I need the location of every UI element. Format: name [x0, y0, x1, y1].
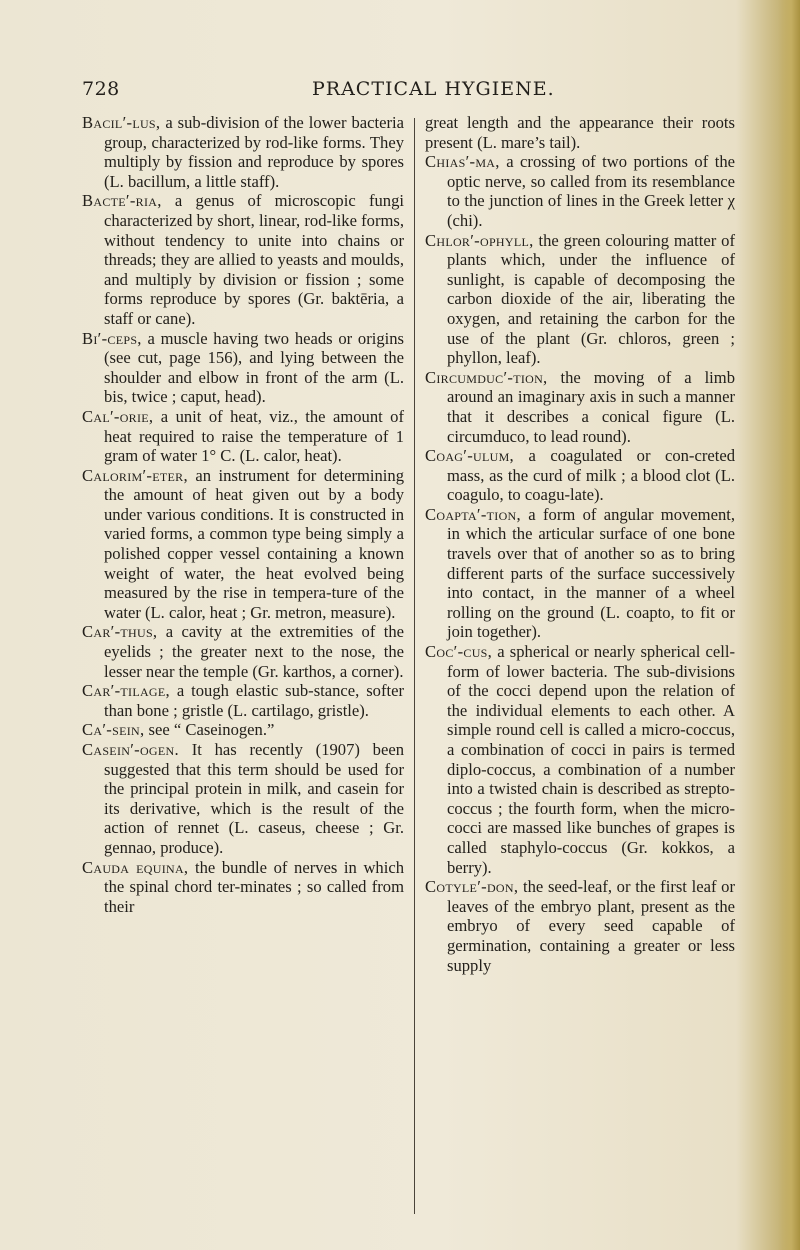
- glossary-entry: [82, 329, 404, 407]
- entry-term: Cal′-orie,: [82, 406, 154, 426]
- glossary-entry: [82, 113, 404, 191]
- entry-definition: a cavity at the extremities of the eyelids ; the greater next to the nose, the lesser near the temple (Gr. karthos, a corner).: [104, 622, 404, 681]
- glossary-entry-continued: [425, 113, 735, 152]
- entry-definition: a coagulated or con-creted mass, as the curd of milk ; a blood clot (L. coagulo, to coagu-late).: [447, 446, 735, 505]
- entry-definition: the seed-leaf, or the first leaf or leaves of the embryo plant, present as the embryo of every seed capable of germination, containing a greater or less supply: [447, 877, 735, 975]
- entry-definition: a spherical or nearly spherical cell-form of lower bacteria. The sub-divisions of the cocci depend upon the relation of the individual elements to each other. A simple round cell is called a micro-coccus, a combination of cocci in pairs is termed diplo-coccus, a combination of a number into a twisted chain is described as strepto-coccus ; the fourth form, when the micro-cocci are massed like bunches of grapes is called staphylo-coccus (Gr. kokkos, a berry).: [447, 642, 735, 877]
- glossary-entry: [425, 877, 735, 975]
- glossary-entry: [425, 446, 735, 505]
- entry-definition: great length and the appearance their roots present (L. mare’s tail).: [425, 113, 735, 152]
- glossary-entry: [82, 622, 404, 681]
- entry-term: Coag′-ulum,: [425, 446, 515, 466]
- entry-term: Circumduc′-tion,: [425, 367, 548, 387]
- entry-term: Bi′-ceps,: [82, 328, 142, 348]
- entry-term: Ca′-sein,: [82, 720, 145, 740]
- glossary-entry: [82, 407, 404, 466]
- entry-definition: a form of angular movement, in which the articular surface of one bone travels over that of another so as to bring different parts of the surface successively into contact, in the manner of a wheel rolling on the ground (L. coapto, to fit or join together).: [447, 504, 735, 642]
- entry-definition: a genus of microscopic fungi characterized by short, linear, rod-like forms, without tendency to unite into chains or threads; they are allied to yeasts and moulds, and multiply by division or fission ; some forms reproduce by spores (Gr. baktēria, a staff or cane).: [104, 191, 404, 328]
- page-number: 728: [82, 78, 120, 100]
- glossary-column-right: [425, 113, 735, 975]
- glossary-entry: [425, 505, 735, 642]
- glossary-entry: [425, 368, 735, 446]
- entry-definition: a muscle having two heads or origins (see cut, page 156), and lying between the shoulder and elbow in front of the arm (L. bis, twice ; caput, head).: [104, 328, 404, 407]
- entry-term: Bacil′-lus,: [82, 113, 161, 132]
- glossary-column-left: [82, 113, 404, 916]
- glossary-entry: [82, 720, 404, 740]
- entry-definition: It has recently (1907) been suggested that this term should be used for the principal protein in milk, and casein for its derivative, which is the result of the action of rennet (L. caseus, cheese ; Gr. gennao, produce).: [104, 740, 404, 857]
- entry-term: Bacte′-ria,: [82, 191, 162, 211]
- entry-definition: see “ Caseinogen.”: [144, 720, 275, 740]
- entry-term: Calorim′-eter,: [82, 465, 188, 485]
- glossary-entry: [425, 231, 735, 368]
- entry-term: Car′-tilage,: [82, 681, 170, 701]
- running-title: PRACTICAL HYGIENE.: [312, 78, 555, 100]
- glossary-entry: [425, 152, 735, 230]
- entry-definition: a sub-division of the lower bacteria group, characterized by rod-like forms. They multiply by fission and reproduce by spores (L. bacillum, a little staff).: [104, 113, 404, 191]
- entry-definition: the bundle of nerves in which the spinal chord ter-minates ; so called from their: [104, 857, 404, 916]
- entry-term: Coc′-cus,: [425, 642, 493, 662]
- entry-term: Chlor′-ophyll,: [425, 230, 534, 250]
- entry-term: Cauda equina,: [82, 857, 189, 877]
- entry-definition: a tough elastic sub-stance, softer than bone ; gristle (L. cartilago, gristle).: [104, 681, 404, 720]
- entry-term: Coapta′-tion,: [425, 504, 521, 524]
- page-header: [0, 78, 800, 108]
- entry-term: Car′-thus,: [82, 622, 158, 642]
- entry-term: Chias′-ma,: [425, 152, 500, 172]
- glossary-entry: [82, 740, 404, 858]
- entry-term: Cotyle′-don,: [425, 877, 519, 897]
- glossary-entry: [82, 191, 404, 328]
- entry-definition: the green colouring matter of plants which, under the influence of sunlight, is capable of decomposing the carbon dioxide of the air, liberating the oxygen, and retaining the carbon for the use of the plant (Gr. chloros, green ; phyllon, leaf).: [447, 230, 735, 368]
- glossary-entry: [82, 858, 404, 917]
- column-divider: [414, 118, 415, 1214]
- entry-definition: the moving of a limb around an imaginary axis in such a manner that it describes a conical figure (L. circumduco, to lead round).: [447, 367, 735, 446]
- entry-definition: a crossing of two portions of the optic nerve, so called from its resemblance to the junction of lines in the Greek letter χ (chi).: [447, 152, 735, 230]
- glossary-entry: [82, 466, 404, 623]
- entry-definition: an instrument for determining the amount of heat given out by a body under various conditions. It is constructed in varied forms, a common type being simply a polished copper vessel containing a known weight of water, the heat evolved being measured by the rise in tempera-ture of the water (L. calor, heat ; Gr. metron, measure).: [104, 465, 404, 622]
- entry-definition: a unit of heat, viz., the amount of heat required to raise the temperature of 1 gram of water 1° C. (L. calor, heat).: [104, 406, 404, 466]
- glossary-entry: [82, 681, 404, 720]
- page-edge-shadow: [778, 0, 800, 1250]
- entry-term: Casein′-ogen.: [82, 740, 179, 759]
- glossary-entry: [425, 642, 735, 877]
